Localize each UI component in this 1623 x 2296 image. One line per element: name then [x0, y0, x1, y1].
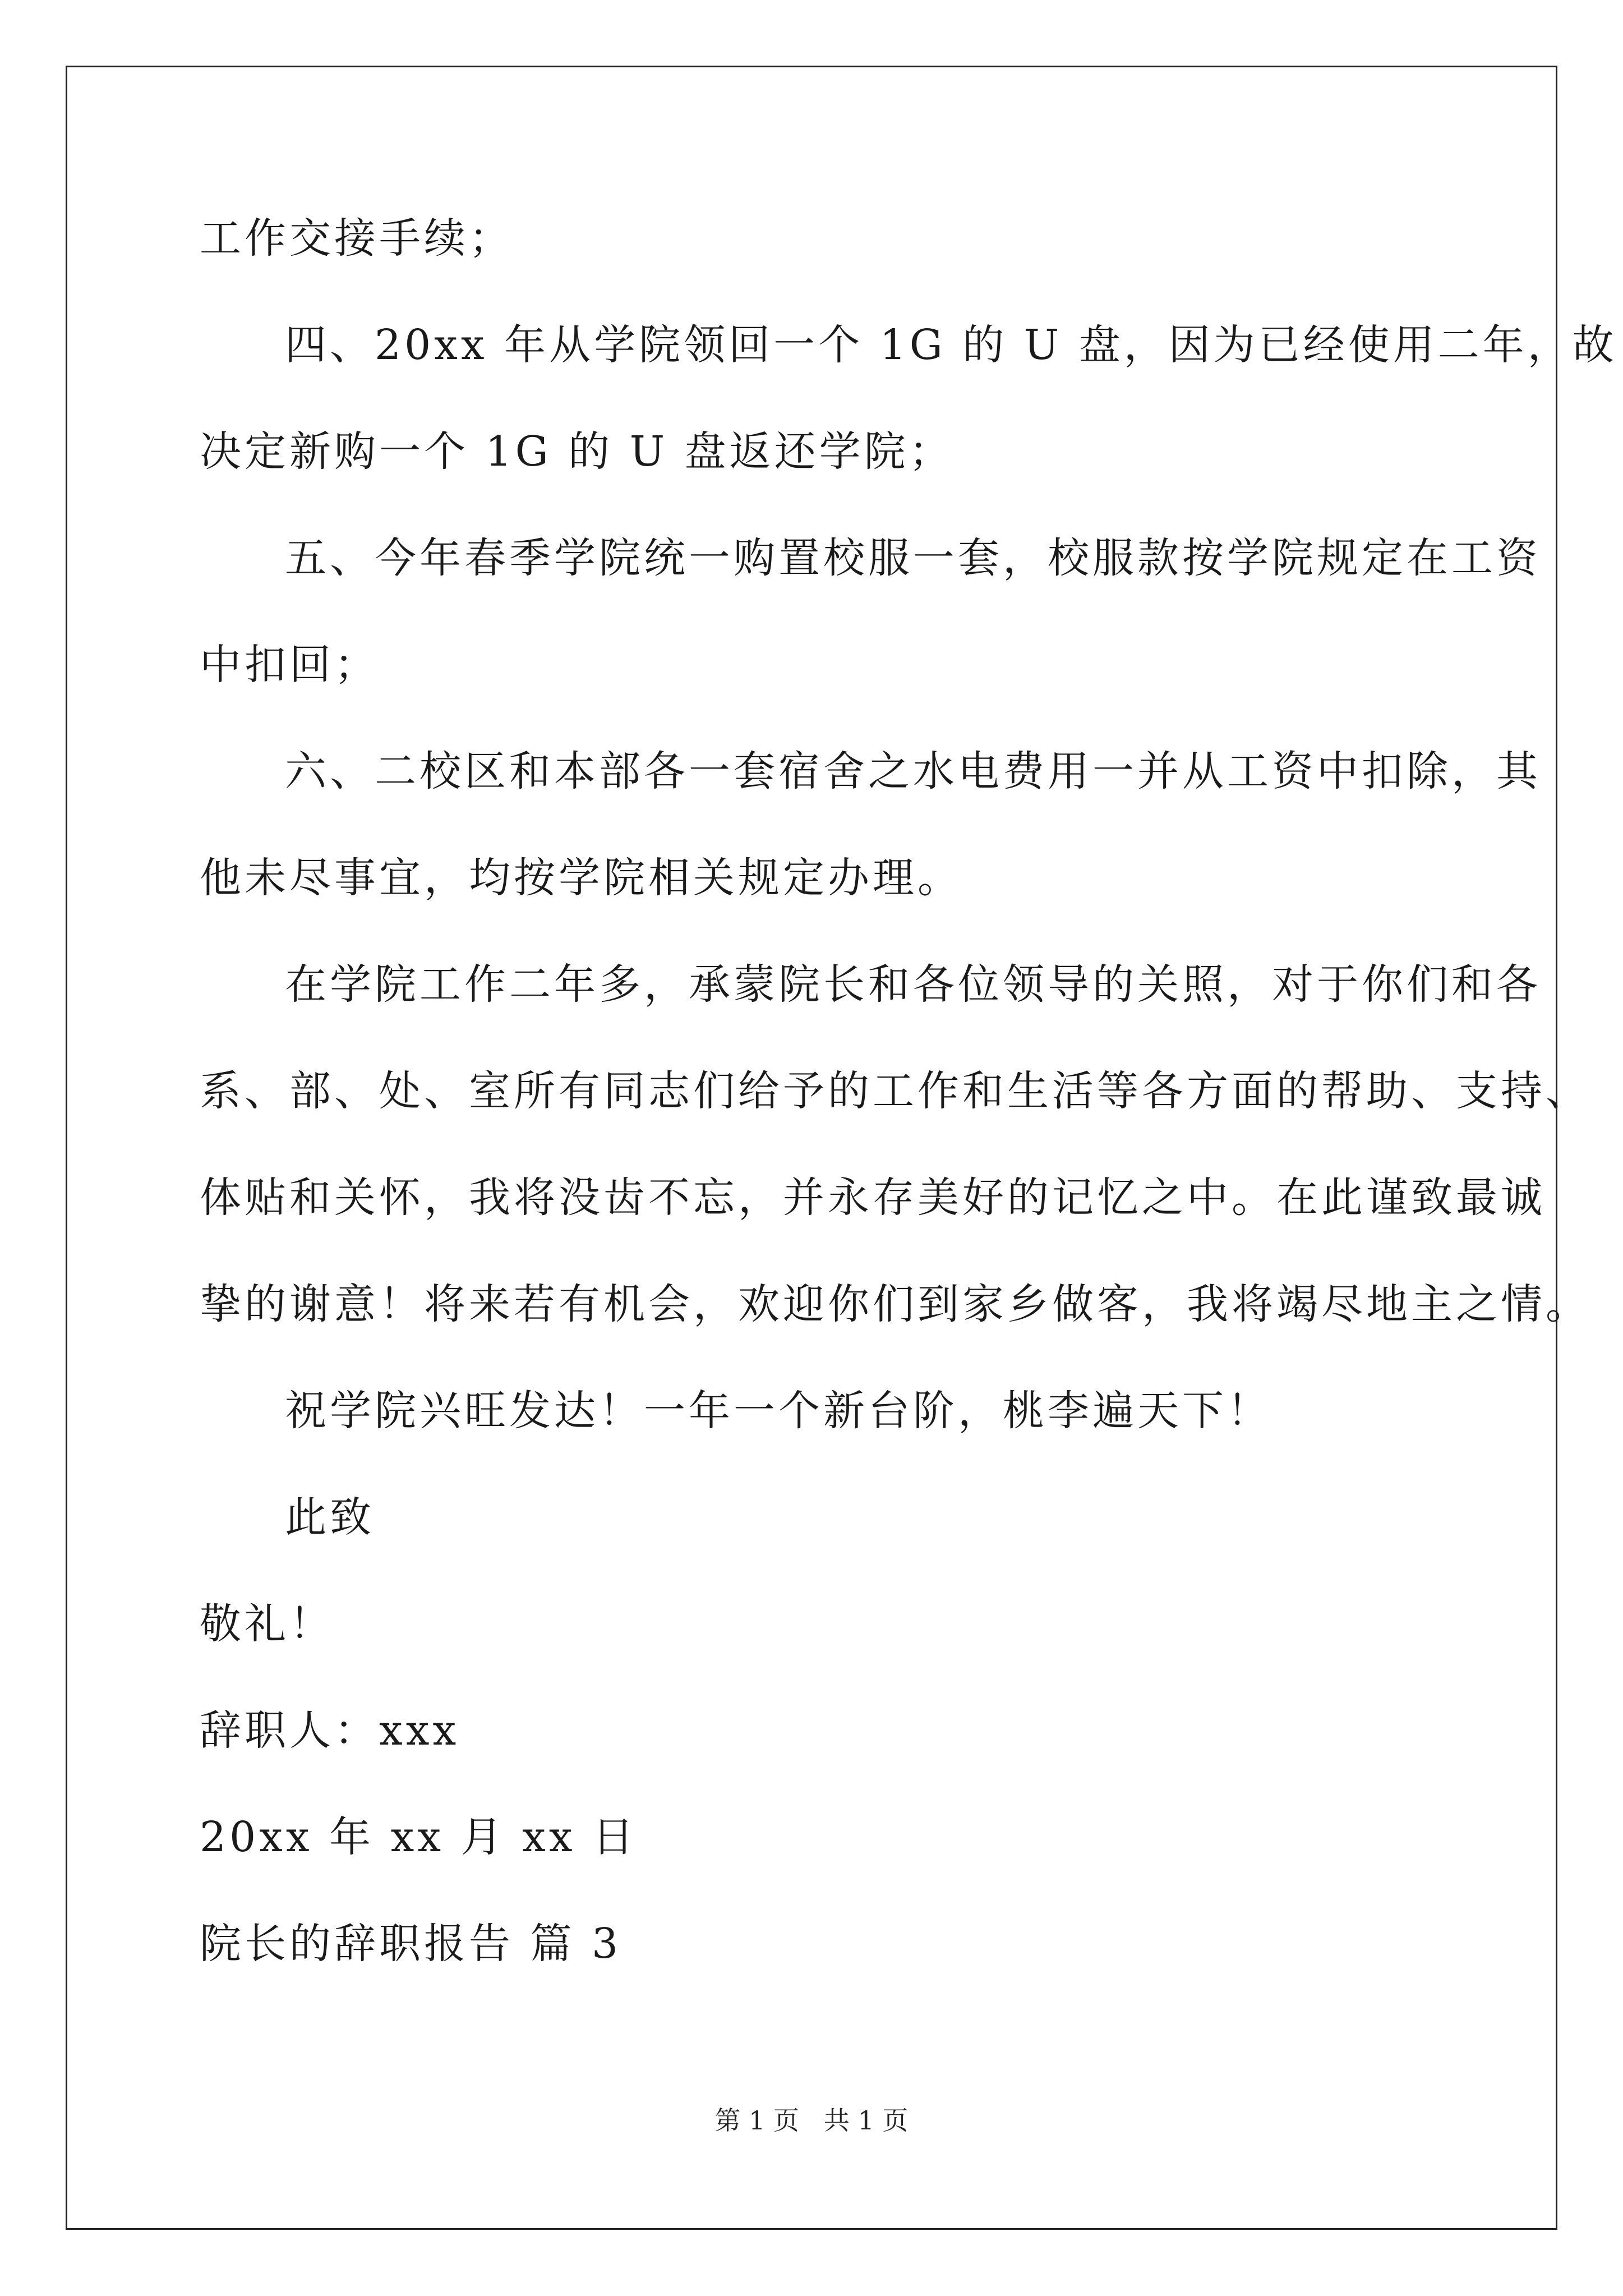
document-body: [200, 185, 1617, 1997]
text-line: 在学院工作二年多，承蒙院长和各位领导的关照，对于你们和各: [285, 960, 1541, 1009]
text-line: 系、部、处、室所有同志们给予的工作和生活等各方面的帮助、支持、: [200, 1067, 1590, 1115]
closing-salutation: 此致: [285, 1493, 375, 1542]
date-line: 20xx 年 xx 月 xx 日: [200, 1813, 638, 1861]
text-line: 六、二校区和本部各一套宿舍之水电费用一并从工资中扣除，其: [285, 747, 1541, 795]
text-line: 决定新购一个 1G 的 U 盘返还学院；: [200, 427, 954, 476]
text-line: 体贴和关怀，我将没齿不忘，并永存美好的记忆之中。在此谨致最诚: [200, 1174, 1546, 1222]
signature-line: 辞职人：xxx: [200, 1706, 460, 1755]
text-line: 五、今年春季学院统一购置校服一套，校服款按学院规定在工资: [285, 534, 1541, 582]
text-line: 祝学院兴旺发达！一年一个新台阶，桃李遍天下！: [285, 1387, 1272, 1435]
text-line: 中扣回；: [200, 641, 379, 689]
text-line: 四、20xx 年从学院领回一个 1G 的 U 盘，因为已经使用二年，故: [285, 321, 1617, 369]
text-line: 工作交接手续；: [200, 214, 514, 263]
text-line: 挚的谢意！将来若有机会，欢迎你们到家乡做客，我将竭尽地主之情。: [200, 1280, 1590, 1328]
closing-regards: 敬礼！: [200, 1600, 334, 1648]
text-line: 他未尽事宜，均按学院相关规定办理。: [200, 854, 962, 902]
page-number-footer: 第 1 页 共 1 页: [714, 2105, 909, 2136]
section-heading: 院长的辞职报告 篇 3: [200, 1920, 622, 1968]
